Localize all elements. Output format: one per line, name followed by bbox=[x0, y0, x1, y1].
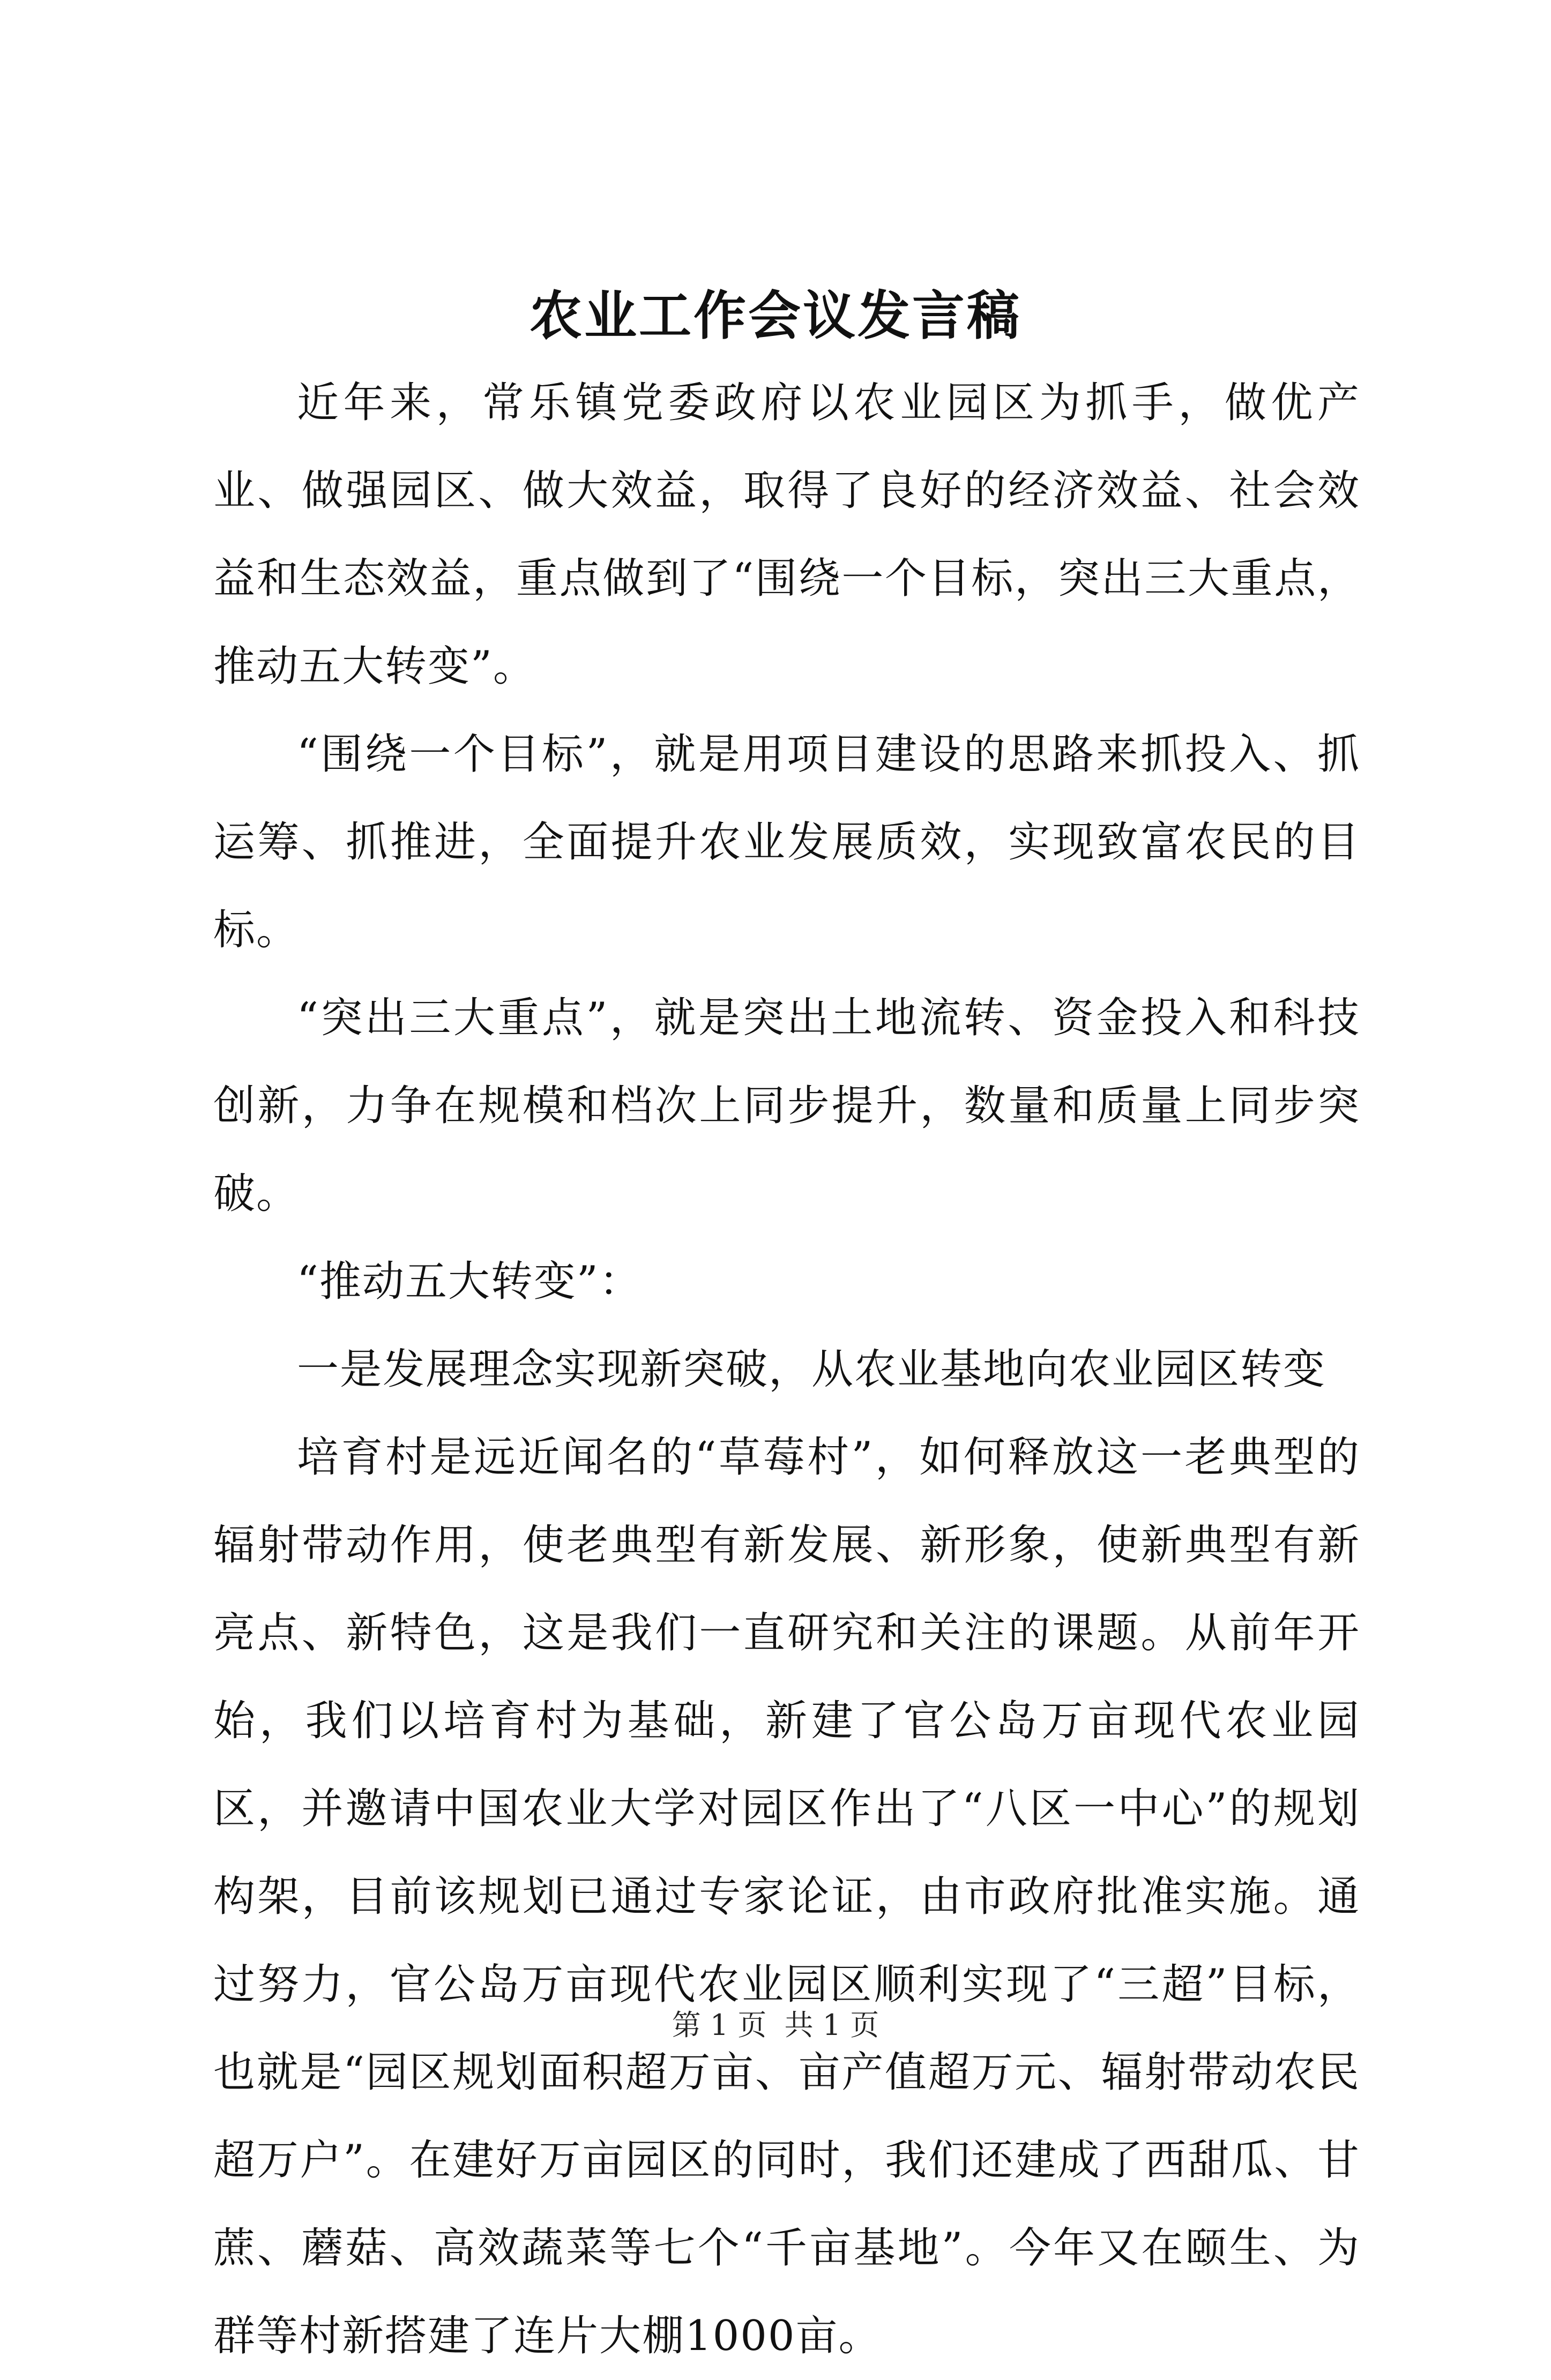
page-footer bbox=[0, 2004, 1551, 2047]
page-total: 共 1 页 bbox=[784, 2008, 879, 2042]
paragraph-change-one-heading: 一是发展理念实现新突破，从农业基地向农业园区转变 bbox=[297, 1345, 1326, 1394]
paragraph-five-changes-heading: “推动五大转变”： bbox=[297, 1258, 642, 1306]
page-number: 第 1 页 bbox=[672, 2008, 767, 2042]
paragraph-intro: 近年来，常乐镇党委政府以农业园区为抓手，做优产业、做强园区、做大效益，取得了良好的经济效益、社会效益和生态效益，重点做到了“围绕一个目标，突出三大重点，推动五大转变”。 bbox=[213, 379, 1360, 691]
document-title: 农业工作会议发言稿 bbox=[529, 285, 1021, 347]
paragraph-three-priorities: “突出三大重点”，就是突出土地流转、资金投入和科技创新，力争在规模和档次上同步提升，数量和质量上同步突破。 bbox=[213, 994, 1360, 1218]
paragraph-one-goal: “围绕一个目标”，就是用项目建设的思路来抓投入、抓运筹、抓推进，全面提升农业发展质效，实现致富农民的目标。 bbox=[213, 730, 1360, 954]
paragraph-change-one-detail: 培育村是远近闻名的“草莓村”，如何释放这一老典型的辐射带动作用，使老典型有新发展、新形象，使新典型有新亮点、新特色，这是我们一直研究和关注的课题。从前年开始，我们以培育村为基础，新建了官公岛万亩现代农业园区，并邀请中国农业大学对园区作出了“八区一中心”的规划构架，目前该规划已通过专家论证，由市政府批准实施。通过努力，官公岛万亩现代农业园区顺利实现了“三超”目标，也就是“园区规划面积超万亩、亩产值超万元、辐射带动农民超万户”。在建好万亩园区的同时，我们还建成了西甜瓜、甘蔗、蘑菇、高效蔬菜等七个“千亩基地”。今年又在颐生、为群等村新搭建了连片大棚1000亩。 bbox=[213, 1433, 1360, 2360]
document-body bbox=[213, 359, 1360, 2380]
